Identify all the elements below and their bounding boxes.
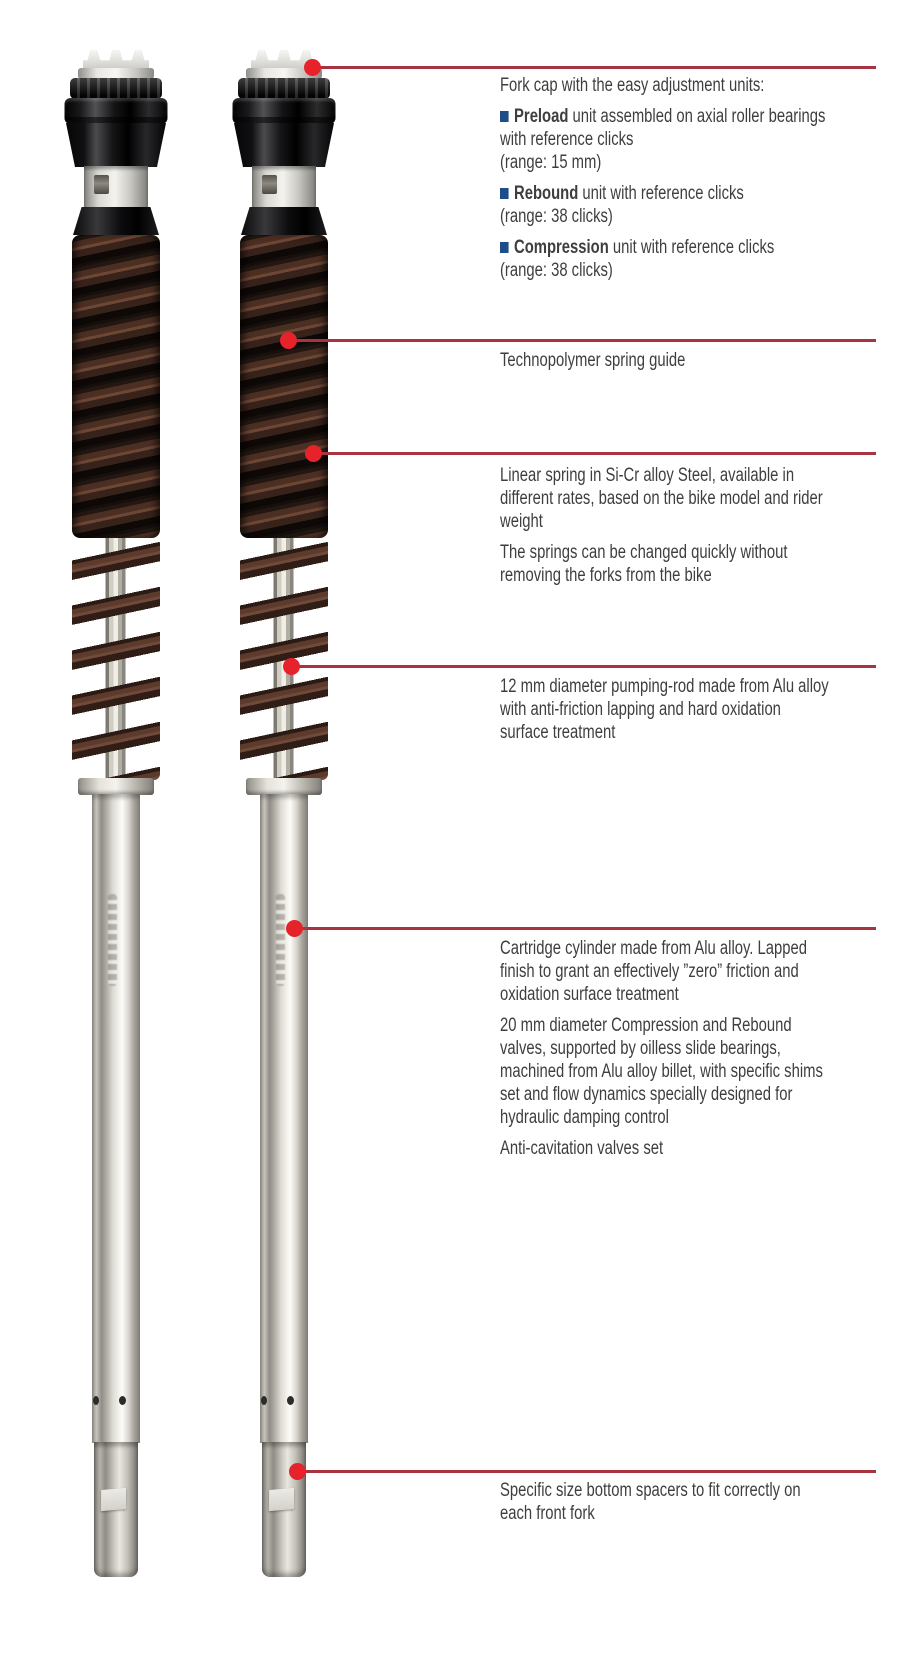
callout-line-linear-spring [314, 452, 876, 455]
spring-lower-with-pumping-rod [240, 538, 328, 780]
fork-cap-body [66, 123, 166, 167]
fork-cap-ring [233, 98, 336, 124]
callout-line-cartridge [295, 927, 876, 930]
fork-cartridge-left [64, 0, 168, 1655]
fork-cap-body [234, 123, 334, 167]
tube-hole [119, 1396, 126, 1405]
callout-paragraph: 12 mm diameter pumping-rod made from Alu alloy with anti-friction lapping and hard oxidation surface treatment [500, 676, 829, 743]
spring-upper-with-guide [72, 235, 160, 538]
spacer-slot [269, 1488, 294, 1511]
callout-paragraph: Linear spring in Si-Cr alloy Steel, available in different rates, based on the bike model and rider weight [500, 465, 823, 532]
bullet-range: (range: 38 clicks) [500, 206, 613, 227]
callout-paragraph: Specific size bottom spacers to fit correctly on each front fork [500, 1480, 801, 1524]
tube-etched-marking [108, 894, 117, 986]
callout-paragraph: Cartridge cylinder made from Alu alloy. Lapped finish to grant an effectively ”zero” friction and oxidation surface treatment [500, 938, 807, 1005]
bullet-bold-label: Compression [514, 237, 609, 258]
callout-dot-bottom-spacer [289, 1463, 306, 1480]
tube-hole [261, 1396, 267, 1405]
callout-title: Fork cap with the easy adjustment units: [500, 75, 765, 96]
tube-hole [287, 1396, 294, 1405]
callout-line-pumping-rod [292, 665, 876, 668]
tube-hole [93, 1396, 99, 1405]
fork-cartridge-right [232, 0, 336, 1655]
callout-paragraph: Anti-cavitation valves set [500, 1138, 664, 1159]
bullet-item-compression [500, 236, 832, 282]
bullet-item-preload [500, 105, 832, 174]
callout-text-pumping-rod [500, 675, 832, 744]
bullet-square-icon [500, 111, 509, 122]
bullet-bold-label: Preload [514, 106, 569, 127]
collar-window [262, 175, 277, 194]
callout-dot-spring-guide [280, 332, 297, 349]
callout-text-bottom-spacer [500, 1479, 832, 1525]
bullet-text: unit assembled on axial roller bearings with reference clicks [500, 106, 826, 150]
callout-text-linear-spring [500, 464, 832, 587]
fork-cap-collar [252, 166, 316, 207]
callout-text-fork-cap [500, 74, 832, 282]
fork-cap-ring [65, 98, 168, 124]
bullet-square-icon [500, 242, 509, 253]
bullet-text: unit with reference clicks [578, 183, 744, 204]
bullet-item-rebound [500, 182, 832, 228]
bullet-text: unit with reference clicks [608, 237, 775, 258]
callout-paragraph: Technopolymer spring guide [500, 350, 686, 371]
callout-paragraph: The springs can be changed quickly without removing the forks from the bike [500, 542, 788, 586]
callout-dot-linear-spring [305, 445, 322, 462]
callout-line-spring-guide [289, 339, 876, 342]
spring-lower-with-pumping-rod [72, 538, 160, 780]
tube-etched-marking [276, 894, 285, 986]
spring-upper-with-guide [240, 235, 328, 538]
callout-paragraph: 20 mm diameter Compression and Rebound valves, supported by oilless slide bearings, machined from Alu alloy billet, with specific shims set and flow dynamics specially designed for hydraulic damping control [500, 1015, 823, 1128]
callout-line-bottom-spacer [298, 1470, 876, 1473]
callout-dot-cartridge [286, 920, 303, 937]
fork-cap-knurled-ring [238, 78, 330, 99]
cartridge-cylinder-tube [92, 794, 140, 1443]
spring-seat-top [73, 207, 159, 235]
callout-dot-fork-cap [304, 59, 321, 76]
spring-seat-bottom [78, 778, 154, 795]
bullet-range: (range: 38 clicks) [500, 260, 613, 281]
bullet-square-icon [500, 188, 509, 199]
bullet-range: (range: 15 mm) [500, 152, 602, 173]
cartridge-cylinder-tube [260, 794, 308, 1443]
collar-window [94, 175, 109, 194]
spring-seat-bottom [246, 778, 322, 795]
spacer-slot [101, 1488, 126, 1511]
callout-line-fork-cap [313, 66, 876, 69]
spring-seat-top [241, 207, 327, 235]
bottom-spacer [94, 1442, 138, 1577]
bullet-bold-label: Rebound [514, 183, 579, 204]
callout-text-spring-guide [500, 349, 832, 372]
callout-text-cartridge [500, 937, 832, 1160]
fork-cap-knurled-ring [70, 78, 162, 99]
fork-cap-collar [84, 166, 148, 207]
callout-dot-pumping-rod [283, 658, 300, 675]
